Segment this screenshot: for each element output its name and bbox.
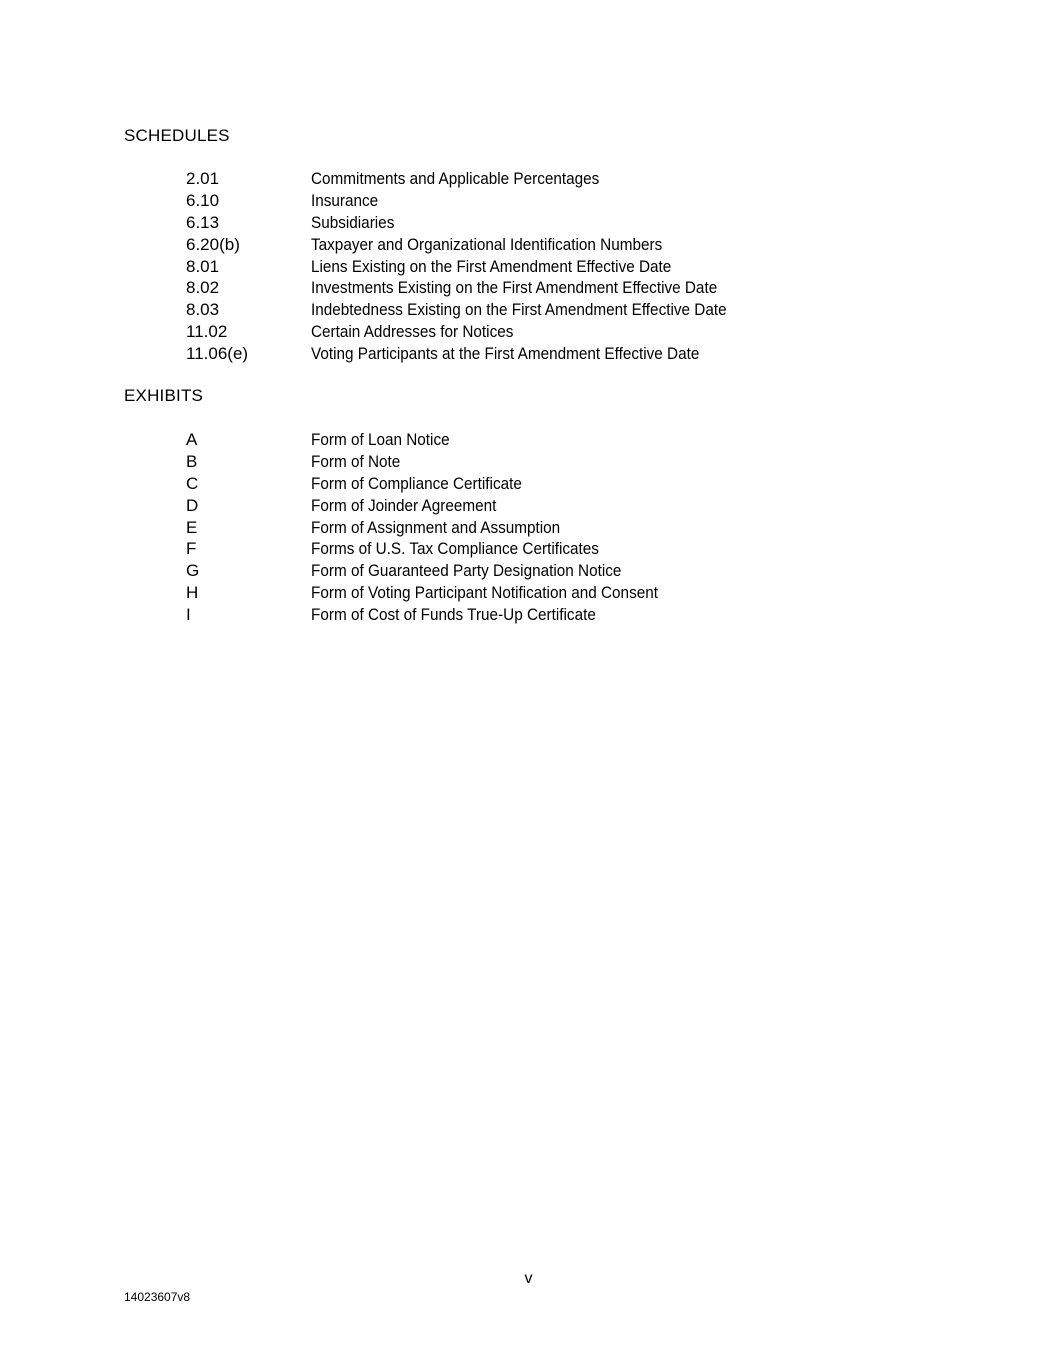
exhibit-item bbox=[186, 451, 886, 473]
schedule-title: Indebtedness Existing on the First Amendment Effective Date bbox=[311, 300, 727, 320]
exhibits-heading: EXHIBITS bbox=[124, 386, 204, 405]
schedule-item bbox=[186, 190, 886, 212]
exhibit-title: Form of Compliance Certificate bbox=[311, 473, 522, 493]
document-id: 14023607v8 bbox=[124, 1290, 191, 1304]
exhibit-code: A bbox=[186, 430, 198, 449]
exhibit-title: Form of Voting Participant Notification and Consent bbox=[311, 583, 658, 603]
schedule-item bbox=[186, 321, 886, 343]
exhibit-item bbox=[186, 429, 886, 451]
exhibit-item bbox=[186, 560, 886, 582]
exhibit-item bbox=[186, 604, 886, 626]
exhibit-code: E bbox=[186, 517, 198, 537]
schedule-title: Liens Existing on the First Amendment Effective Date bbox=[311, 256, 672, 276]
schedule-code: 8.03 bbox=[186, 300, 220, 320]
schedule-title: Subsidiaries bbox=[311, 212, 395, 232]
schedule-code: 8.01 bbox=[186, 256, 220, 276]
schedule-title: Voting Participants at the First Amendment Effective Date bbox=[311, 344, 700, 364]
schedule-item bbox=[186, 168, 886, 190]
schedules-list bbox=[186, 168, 886, 365]
exhibit-code: G bbox=[186, 561, 200, 581]
exhibit-title: Form of Assignment and Assumption bbox=[311, 517, 561, 537]
schedule-code: 11.02 bbox=[186, 322, 228, 342]
exhibit-code: C bbox=[186, 473, 199, 493]
schedule-item bbox=[186, 234, 886, 256]
exhibit-item bbox=[186, 517, 886, 539]
schedule-item bbox=[186, 343, 886, 365]
exhibit-code: B bbox=[186, 451, 198, 471]
page-number: v bbox=[524, 1270, 533, 1287]
exhibit-code: H bbox=[186, 583, 199, 603]
schedule-item bbox=[186, 256, 886, 278]
schedule-item bbox=[186, 212, 886, 234]
schedule-code: 2.01 bbox=[186, 169, 220, 188]
exhibit-item bbox=[186, 495, 886, 517]
exhibit-code: I bbox=[186, 605, 191, 625]
schedule-title: Insurance bbox=[311, 190, 379, 210]
exhibit-title: Form of Joinder Agreement bbox=[311, 495, 497, 515]
schedule-item bbox=[186, 277, 886, 299]
schedule-code: 11.06(e) bbox=[186, 344, 249, 364]
exhibit-code: D bbox=[186, 495, 199, 515]
exhibit-item bbox=[186, 582, 886, 604]
schedule-code: 6.10 bbox=[186, 190, 220, 210]
schedule-code: 8.02 bbox=[186, 278, 220, 298]
exhibit-item bbox=[186, 473, 886, 495]
exhibit-code: F bbox=[186, 539, 197, 559]
schedules-heading: SCHEDULES bbox=[124, 126, 230, 145]
schedule-title: Investments Existing on the First Amendment Effective Date bbox=[311, 278, 718, 298]
schedule-title: Commitments and Applicable Percentages bbox=[311, 169, 600, 188]
exhibit-item bbox=[186, 538, 886, 560]
schedule-code: 6.20(b) bbox=[186, 234, 240, 254]
exhibit-title: Form of Loan Notice bbox=[311, 430, 450, 449]
exhibits-list bbox=[186, 429, 886, 626]
schedule-title: Certain Addresses for Notices bbox=[311, 322, 514, 342]
schedule-title: Taxpayer and Organizational Identification Numbers bbox=[311, 234, 663, 254]
exhibit-title: Forms of U.S. Tax Compliance Certificates bbox=[311, 539, 599, 559]
exhibit-title: Form of Note bbox=[311, 451, 401, 471]
exhibit-title: Form of Guaranteed Party Designation Notice bbox=[311, 561, 622, 581]
exhibit-title: Form of Cost of Funds True-Up Certificate bbox=[311, 605, 596, 625]
schedule-code: 6.13 bbox=[186, 212, 220, 232]
schedule-item bbox=[186, 299, 886, 321]
